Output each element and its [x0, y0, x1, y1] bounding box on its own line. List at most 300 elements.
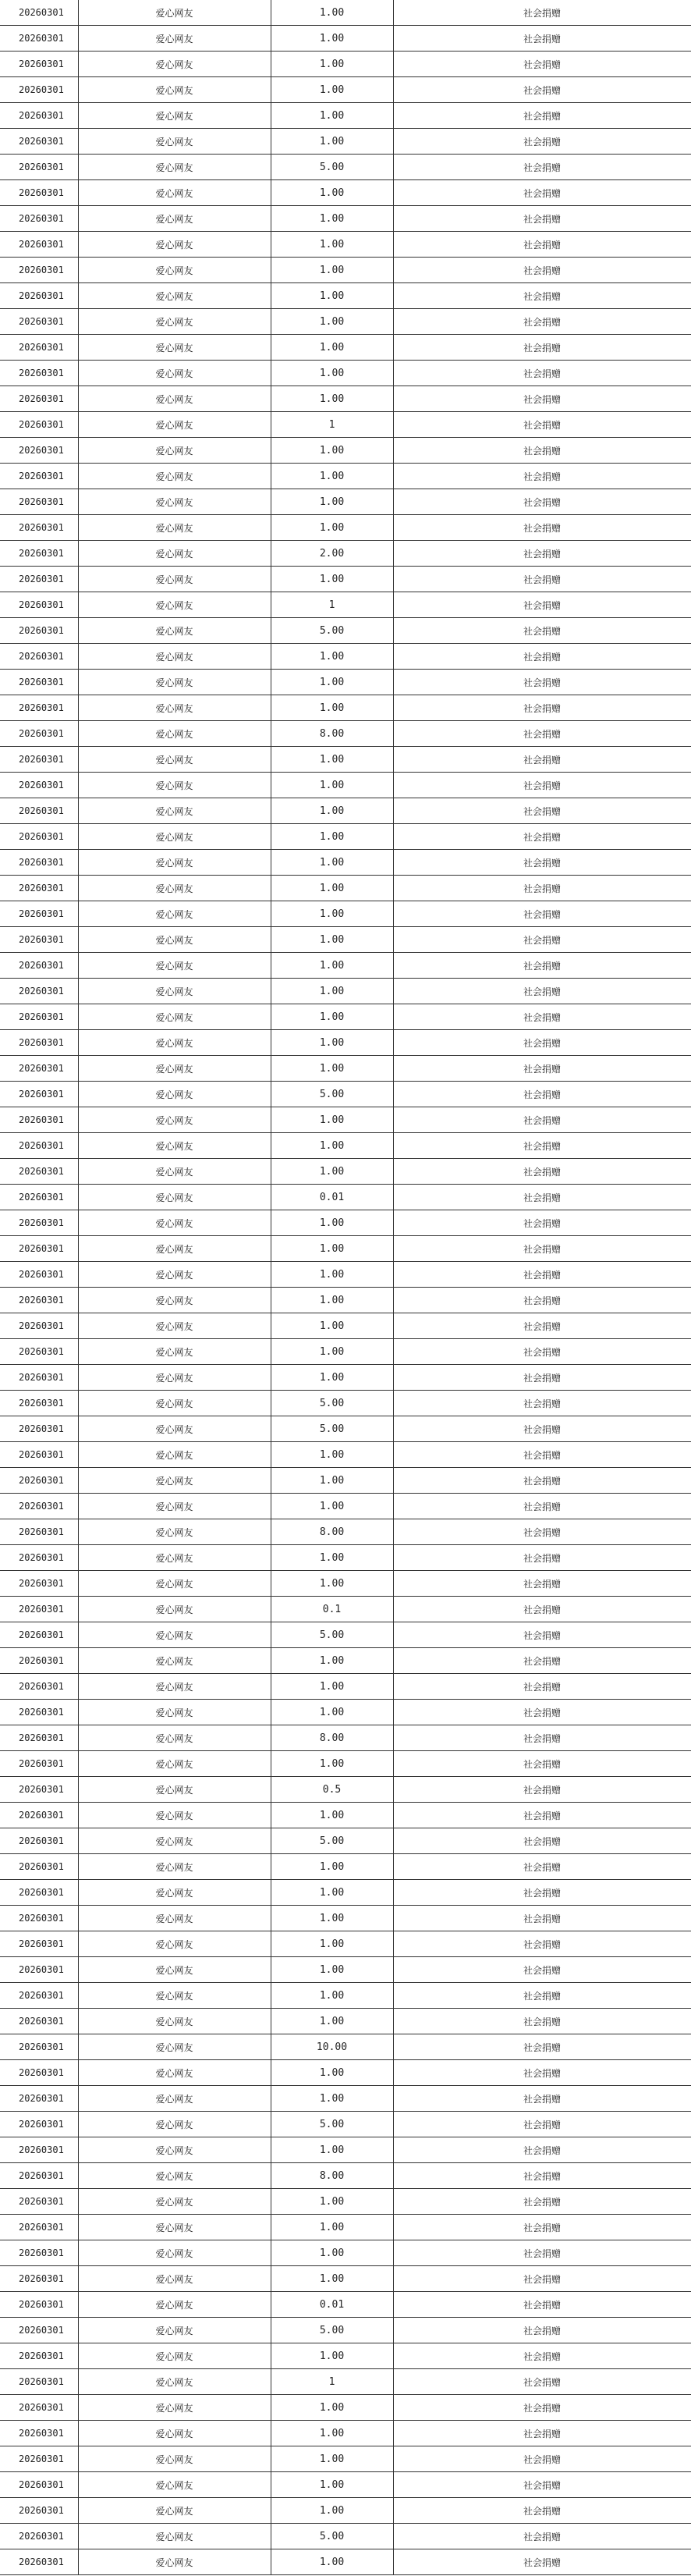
table-row [0, 1648, 691, 1674]
amount-cell: 1.00 [271, 695, 393, 721]
amount-cell: 1.00 [271, 1700, 393, 1725]
purpose-cell: 社会捐赠 [393, 1082, 691, 1107]
amount-cell: 1.00 [271, 1107, 393, 1133]
donor-cell: 爱心网友 [78, 2034, 271, 2060]
purpose-cell: 社会捐赠 [393, 1519, 691, 1545]
purpose-cell: 社会捐赠 [393, 180, 691, 206]
purpose-cell: 社会捐赠 [393, 1030, 691, 1056]
amount-cell: 1.00 [271, 283, 393, 309]
date-cell: 20260301 [0, 1288, 78, 1313]
purpose-cell: 社会捐赠 [393, 129, 691, 155]
table-row [0, 1004, 691, 1030]
purpose-cell: 社会捐赠 [393, 1185, 691, 1210]
donor-cell: 爱心网友 [78, 798, 271, 824]
purpose-cell: 社会捐赠 [393, 2086, 691, 2112]
purpose-cell: 社会捐赠 [393, 1236, 691, 1262]
amount-cell: 1.00 [271, 103, 393, 129]
table-row [0, 927, 691, 953]
table-row [0, 2112, 691, 2137]
date-cell: 20260301 [0, 1674, 78, 1700]
purpose-cell: 社会捐赠 [393, 1107, 691, 1133]
purpose-cell: 社会捐赠 [393, 773, 691, 798]
amount-cell: 1.00 [271, 1313, 393, 1339]
amount-cell: 1.00 [271, 773, 393, 798]
amount-cell: 0.01 [271, 1185, 393, 1210]
donor-cell: 爱心网友 [78, 1674, 271, 1700]
donor-cell: 爱心网友 [78, 1288, 271, 1313]
table-row [0, 567, 691, 592]
table-row [0, 592, 691, 618]
amount-cell: 1.00 [271, 876, 393, 901]
purpose-cell: 社会捐赠 [393, 1854, 691, 1880]
donor-cell: 爱心网友 [78, 721, 271, 747]
donor-cell: 爱心网友 [78, 1725, 271, 1751]
donor-cell: 爱心网友 [78, 1262, 271, 1288]
table-row [0, 464, 691, 489]
purpose-cell: 社会捐赠 [393, 2240, 691, 2266]
date-cell: 20260301 [0, 1803, 78, 1828]
table-row [0, 1931, 691, 1957]
table-row [0, 1159, 691, 1185]
purpose-cell: 社会捐赠 [393, 927, 691, 953]
amount-cell: 1.00 [271, 1571, 393, 1597]
date-cell: 20260301 [0, 1468, 78, 1494]
date-cell: 20260301 [0, 1519, 78, 1545]
amount-cell: 1 [271, 592, 393, 618]
purpose-cell: 社会捐赠 [393, 721, 691, 747]
amount-cell: 1.00 [271, 2266, 393, 2292]
date-cell: 20260301 [0, 2189, 78, 2215]
amount-cell: 1.00 [271, 335, 393, 361]
date-cell: 20260301 [0, 2240, 78, 2266]
amount-cell: 5.00 [271, 2524, 393, 2549]
purpose-cell: 社会捐赠 [393, 1365, 691, 1391]
donor-cell: 爱心网友 [78, 618, 271, 644]
amount-cell: 1.00 [271, 2137, 393, 2163]
donor-cell: 爱心网友 [78, 2060, 271, 2086]
date-cell: 20260301 [0, 2034, 78, 2060]
table-row [0, 309, 691, 335]
amount-cell: 1.00 [271, 2060, 393, 2086]
date-cell: 20260301 [0, 103, 78, 129]
table-row [0, 1957, 691, 1983]
donor-cell: 爱心网友 [78, 77, 271, 103]
date-cell: 20260301 [0, 1185, 78, 1210]
amount-cell: 1.00 [271, 232, 393, 258]
date-cell: 20260301 [0, 26, 78, 52]
date-cell: 20260301 [0, 2318, 78, 2343]
table-row [0, 129, 691, 155]
table-row [0, 206, 691, 232]
donor-cell: 爱心网友 [78, 1082, 271, 1107]
table-row [0, 670, 691, 695]
amount-cell: 1.00 [271, 1262, 393, 1288]
purpose-cell: 社会捐赠 [393, 52, 691, 77]
donor-cell: 爱心网友 [78, 1519, 271, 1545]
table-row [0, 2163, 691, 2189]
date-cell: 20260301 [0, 1751, 78, 1777]
date-cell: 20260301 [0, 2446, 78, 2472]
donor-cell: 爱心网友 [78, 2472, 271, 2498]
date-cell: 20260301 [0, 1571, 78, 1597]
table-row [0, 618, 691, 644]
date-cell: 20260301 [0, 1416, 78, 1442]
table-row [0, 1854, 691, 1880]
amount-cell: 1.00 [271, 1854, 393, 1880]
amount-cell: 1.00 [271, 1751, 393, 1777]
purpose-cell: 社会捐赠 [393, 438, 691, 464]
date-cell: 20260301 [0, 1442, 78, 1468]
amount-cell: 8.00 [271, 1519, 393, 1545]
table-row [0, 1236, 691, 1262]
amount-cell: 1.00 [271, 2549, 393, 2575]
date-cell: 20260301 [0, 1004, 78, 1030]
date-cell: 20260301 [0, 232, 78, 258]
purpose-cell: 社会捐赠 [393, 592, 691, 618]
donor-cell: 爱心网友 [78, 2137, 271, 2163]
date-cell: 20260301 [0, 2112, 78, 2137]
purpose-cell: 社会捐赠 [393, 2060, 691, 2086]
date-cell: 20260301 [0, 0, 78, 26]
date-cell: 20260301 [0, 2137, 78, 2163]
donor-cell: 爱心网友 [78, 1056, 271, 1082]
donor-cell: 爱心网友 [78, 1854, 271, 1880]
date-cell: 20260301 [0, 1880, 78, 1906]
date-cell: 20260301 [0, 953, 78, 979]
date-cell: 20260301 [0, 2060, 78, 2086]
amount-cell: 1.00 [271, 1494, 393, 1519]
amount-cell: 1.00 [271, 386, 393, 412]
amount-cell: 2.00 [271, 541, 393, 567]
table-row [0, 2421, 691, 2446]
date-cell: 20260301 [0, 567, 78, 592]
purpose-cell: 社会捐赠 [393, 850, 691, 876]
donor-cell: 爱心网友 [78, 1391, 271, 1416]
table-row [0, 1416, 691, 1442]
donor-cell: 爱心网友 [78, 2112, 271, 2137]
table-row [0, 1983, 691, 2009]
date-cell: 20260301 [0, 309, 78, 335]
purpose-cell: 社会捐赠 [393, 77, 691, 103]
amount-cell: 1.00 [271, 515, 393, 541]
amount-cell: 1.00 [271, 747, 393, 773]
amount-cell: 8.00 [271, 2163, 393, 2189]
purpose-cell: 社会捐赠 [393, 1700, 691, 1725]
donor-cell: 爱心网友 [78, 361, 271, 386]
purpose-cell: 社会捐赠 [393, 1545, 691, 1571]
amount-cell: 0.5 [271, 1777, 393, 1803]
purpose-cell: 社会捐赠 [393, 283, 691, 309]
table-row [0, 2240, 691, 2266]
amount-cell: 5.00 [271, 2112, 393, 2137]
donor-cell: 爱心网友 [78, 155, 271, 180]
purpose-cell: 社会捐赠 [393, 1957, 691, 1983]
amount-cell: 1.00 [271, 901, 393, 927]
donor-cell: 爱心网友 [78, 876, 271, 901]
donor-cell: 爱心网友 [78, 1648, 271, 1674]
table-row [0, 1339, 691, 1365]
donor-cell: 爱心网友 [78, 180, 271, 206]
table-row [0, 1210, 691, 1236]
amount-cell: 8.00 [271, 1725, 393, 1751]
donor-cell: 爱心网友 [78, 283, 271, 309]
table-row [0, 155, 691, 180]
date-cell: 20260301 [0, 1365, 78, 1391]
purpose-cell: 社会捐赠 [393, 695, 691, 721]
date-cell: 20260301 [0, 1777, 78, 1803]
purpose-cell: 社会捐赠 [393, 2163, 691, 2189]
donor-cell: 爱心网友 [78, 2189, 271, 2215]
donor-cell: 爱心网友 [78, 2421, 271, 2446]
purpose-cell: 社会捐赠 [393, 1725, 691, 1751]
amount-cell: 1.00 [271, 464, 393, 489]
table-row [0, 2369, 691, 2395]
donor-cell: 爱心网友 [78, 309, 271, 335]
table-row [0, 901, 691, 927]
donor-cell: 爱心网友 [78, 747, 271, 773]
donor-cell: 爱心网友 [78, 2318, 271, 2343]
purpose-cell: 社会捐赠 [393, 2472, 691, 2498]
table-row [0, 1545, 691, 1571]
amount-cell: 1.00 [271, 1004, 393, 1030]
purpose-cell: 社会捐赠 [393, 464, 691, 489]
date-cell: 20260301 [0, 1906, 78, 1931]
table-row [0, 26, 691, 52]
purpose-cell: 社会捐赠 [393, 232, 691, 258]
amount-cell: 5.00 [271, 2318, 393, 2343]
amount-cell: 8.00 [271, 721, 393, 747]
donor-cell: 爱心网友 [78, 1442, 271, 1468]
purpose-cell: 社会捐赠 [393, 2215, 691, 2240]
date-cell: 20260301 [0, 438, 78, 464]
table-row [0, 1828, 691, 1854]
amount-cell: 1.00 [271, 927, 393, 953]
table-row [0, 1468, 691, 1494]
amount-cell: 1.00 [271, 798, 393, 824]
amount-cell: 1.00 [271, 2240, 393, 2266]
donor-cell: 爱心网友 [78, 1828, 271, 1854]
donor-cell: 爱心网友 [78, 592, 271, 618]
table-row [0, 103, 691, 129]
donor-cell: 爱心网友 [78, 2240, 271, 2266]
purpose-cell: 社会捐赠 [393, 1777, 691, 1803]
amount-cell: 1.00 [271, 1545, 393, 1571]
table-row [0, 721, 691, 747]
table-row [0, 773, 691, 798]
date-cell: 20260301 [0, 747, 78, 773]
donor-cell: 爱心网友 [78, 258, 271, 283]
date-cell: 20260301 [0, 2421, 78, 2446]
purpose-cell: 社会捐赠 [393, 2549, 691, 2575]
date-cell: 20260301 [0, 1648, 78, 1674]
donor-cell: 爱心网友 [78, 1622, 271, 1648]
amount-cell: 0.01 [271, 2292, 393, 2318]
donor-cell: 爱心网友 [78, 901, 271, 927]
purpose-cell: 社会捐赠 [393, 747, 691, 773]
table-row [0, 515, 691, 541]
donor-cell: 爱心网友 [78, 824, 271, 850]
table-row [0, 824, 691, 850]
amount-cell: 1.00 [271, 567, 393, 592]
date-cell: 20260301 [0, 2215, 78, 2240]
purpose-cell: 社会捐赠 [393, 2189, 691, 2215]
donor-cell: 爱心网友 [78, 2446, 271, 2472]
amount-cell: 1.00 [271, 670, 393, 695]
amount-cell: 1.00 [271, 489, 393, 515]
purpose-cell: 社会捐赠 [393, 2112, 691, 2137]
donor-cell: 爱心网友 [78, 1545, 271, 1571]
donor-cell: 爱心网友 [78, 2292, 271, 2318]
date-cell: 20260301 [0, 1700, 78, 1725]
table-row [0, 1030, 691, 1056]
amount-cell: 5.00 [271, 618, 393, 644]
purpose-cell: 社会捐赠 [393, 1622, 691, 1648]
table-row [0, 1288, 691, 1313]
table-row [0, 2524, 691, 2549]
amount-cell: 1.00 [271, 361, 393, 386]
table-row [0, 283, 691, 309]
date-cell: 20260301 [0, 386, 78, 412]
donor-cell: 爱心网友 [78, 773, 271, 798]
table-row [0, 1442, 691, 1468]
table-row [0, 1906, 691, 1931]
purpose-cell: 社会捐赠 [393, 258, 691, 283]
purpose-cell: 社会捐赠 [393, 1210, 691, 1236]
donor-cell: 爱心网友 [78, 644, 271, 670]
table-row [0, 1751, 691, 1777]
table-row [0, 1494, 691, 1519]
table-row [0, 2060, 691, 2086]
donor-cell: 爱心网友 [78, 695, 271, 721]
amount-cell: 5.00 [271, 1082, 393, 1107]
donor-cell: 爱心网友 [78, 2163, 271, 2189]
table-row [0, 1803, 691, 1828]
amount-cell: 1.00 [271, 2446, 393, 2472]
purpose-cell: 社会捐赠 [393, 1159, 691, 1185]
donor-cell: 爱心网友 [78, 1751, 271, 1777]
table-row [0, 1571, 691, 1597]
donor-cell: 爱心网友 [78, 52, 271, 77]
table-row [0, 541, 691, 567]
purpose-cell: 社会捐赠 [393, 1339, 691, 1365]
donor-cell: 爱心网友 [78, 1107, 271, 1133]
amount-cell: 1.00 [271, 1339, 393, 1365]
date-cell: 20260301 [0, 1494, 78, 1519]
purpose-cell: 社会捐赠 [393, 1494, 691, 1519]
date-cell: 20260301 [0, 2343, 78, 2369]
purpose-cell: 社会捐赠 [393, 2292, 691, 2318]
purpose-cell: 社会捐赠 [393, 1056, 691, 1082]
donor-cell: 爱心网友 [78, 1803, 271, 1828]
date-cell: 20260301 [0, 876, 78, 901]
date-cell: 20260301 [0, 773, 78, 798]
donor-cell: 爱心网友 [78, 2343, 271, 2369]
amount-cell: 1.00 [271, 1442, 393, 1468]
donor-cell: 爱心网友 [78, 1571, 271, 1597]
date-cell: 20260301 [0, 2369, 78, 2395]
amount-cell: 1.00 [271, 2215, 393, 2240]
table-row [0, 2292, 691, 2318]
amount-cell: 1.00 [271, 2189, 393, 2215]
donor-cell: 爱心网友 [78, 26, 271, 52]
purpose-cell: 社会捐赠 [393, 1751, 691, 1777]
date-cell: 20260301 [0, 2292, 78, 2318]
donor-cell: 爱心网友 [78, 335, 271, 361]
table-row [0, 1391, 691, 1416]
donor-cell: 爱心网友 [78, 2086, 271, 2112]
table-row [0, 52, 691, 77]
amount-cell: 1.00 [271, 2498, 393, 2524]
purpose-cell: 社会捐赠 [393, 1288, 691, 1313]
date-cell: 20260301 [0, 2498, 78, 2524]
purpose-cell: 社会捐赠 [393, 103, 691, 129]
purpose-cell: 社会捐赠 [393, 2369, 691, 2395]
table-row [0, 2189, 691, 2215]
donor-cell: 爱心网友 [78, 1957, 271, 1983]
date-cell: 20260301 [0, 489, 78, 515]
table-row [0, 695, 691, 721]
purpose-cell: 社会捐赠 [393, 1468, 691, 1494]
date-cell: 20260301 [0, 206, 78, 232]
purpose-cell: 社会捐赠 [393, 541, 691, 567]
date-cell: 20260301 [0, 1133, 78, 1159]
amount-cell: 1.00 [271, 644, 393, 670]
date-cell: 20260301 [0, 52, 78, 77]
date-cell: 20260301 [0, 1957, 78, 1983]
donor-cell: 爱心网友 [78, 850, 271, 876]
purpose-cell: 社会捐赠 [393, 1803, 691, 1828]
amount-cell: 5.00 [271, 155, 393, 180]
donor-cell: 爱心网友 [78, 129, 271, 155]
table-row [0, 0, 691, 26]
date-cell: 20260301 [0, 1622, 78, 1648]
date-cell: 20260301 [0, 1236, 78, 1262]
date-cell: 20260301 [0, 1262, 78, 1288]
date-cell: 20260301 [0, 258, 78, 283]
date-cell: 20260301 [0, 180, 78, 206]
amount-cell: 1.00 [271, 1983, 393, 2009]
table-row [0, 953, 691, 979]
table-row [0, 2086, 691, 2112]
donor-cell: 爱心网友 [78, 670, 271, 695]
donor-cell: 爱心网友 [78, 1931, 271, 1957]
table-row [0, 1107, 691, 1133]
date-cell: 20260301 [0, 824, 78, 850]
purpose-cell: 社会捐赠 [393, 901, 691, 927]
donor-cell: 爱心网友 [78, 1365, 271, 1391]
table-row [0, 1262, 691, 1288]
date-cell: 20260301 [0, 2266, 78, 2292]
date-cell: 20260301 [0, 283, 78, 309]
purpose-cell: 社会捐赠 [393, 361, 691, 386]
amount-cell: 1.00 [271, 309, 393, 335]
date-cell: 20260301 [0, 155, 78, 180]
donor-cell: 爱心网友 [78, 1004, 271, 1030]
donor-cell: 爱心网友 [78, 1494, 271, 1519]
purpose-cell: 社会捐赠 [393, 2137, 691, 2163]
date-cell: 20260301 [0, 1030, 78, 1056]
purpose-cell: 社会捐赠 [393, 1442, 691, 1468]
amount-cell: 1.00 [271, 1056, 393, 1082]
table-row [0, 1597, 691, 1622]
table-row [0, 1313, 691, 1339]
donor-cell: 爱心网友 [78, 953, 271, 979]
donor-cell: 爱心网友 [78, 2266, 271, 2292]
purpose-cell: 社会捐赠 [393, 1597, 691, 1622]
purpose-cell: 社会捐赠 [393, 567, 691, 592]
donor-cell: 爱心网友 [78, 979, 271, 1004]
table-row [0, 1133, 691, 1159]
